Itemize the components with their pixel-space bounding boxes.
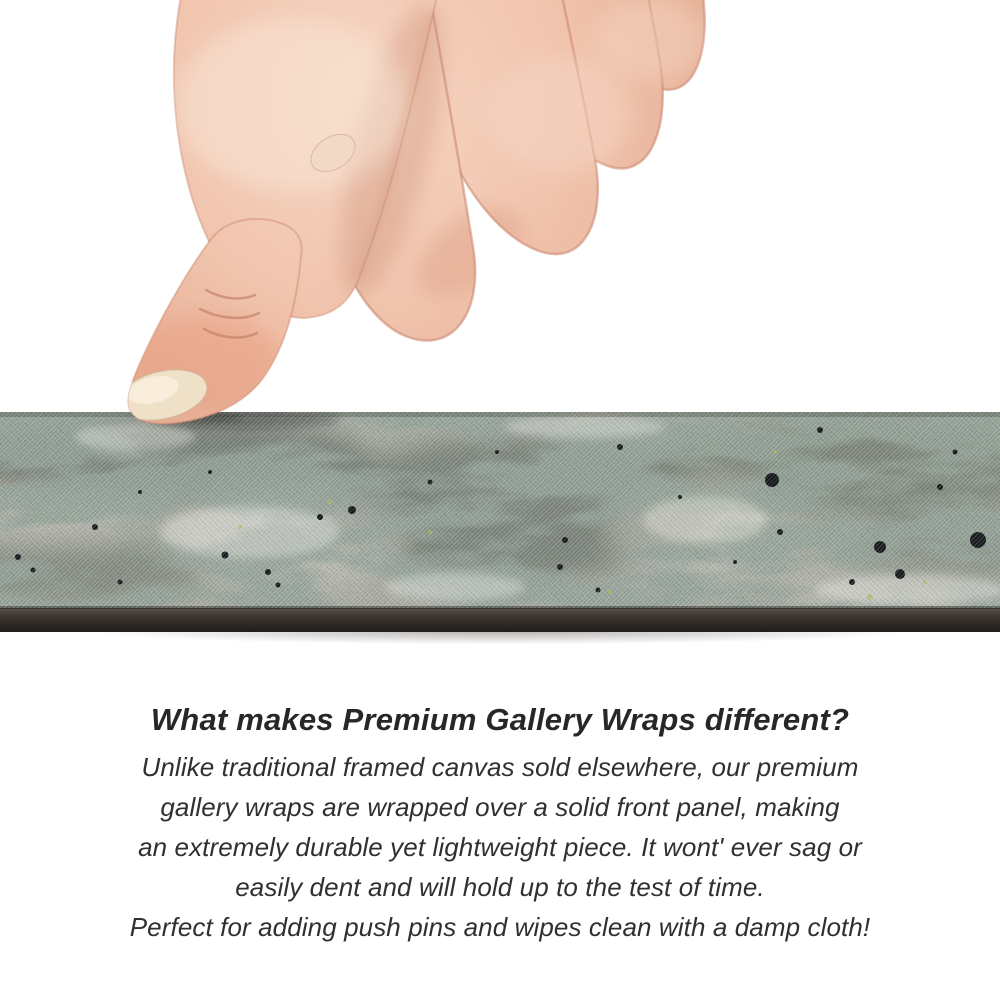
index-finger (296, 0, 475, 341)
palm (174, 0, 437, 318)
strip-ground-shadow (0, 631, 1000, 649)
canvas-strip-texture (0, 412, 1000, 632)
body-line-5: Perfect for adding push pins and wipes clean with a damp cloth! (129, 912, 871, 942)
curled-fingers (296, 0, 705, 341)
canvas-dark-edge (0, 608, 1000, 632)
pinky-finger (598, 0, 705, 90)
body-line-2: gallery wraps are wrapped over a solid front panel, making (160, 792, 840, 822)
thumb-wrinkles (200, 290, 259, 338)
description-block (0, 700, 1000, 947)
canvas-top-edge-shade (0, 412, 1000, 417)
canvas-edge-lip (0, 606, 1000, 609)
hand-shading (114, 0, 705, 429)
palm-finger-crease (356, 10, 432, 278)
body-line-1: Unlike traditional framed canvas sold elsewhere, our premium (141, 752, 859, 782)
body-line-4: easily dent and will hold up to the test of time. (235, 872, 765, 902)
middle-finger (402, 0, 598, 254)
thumb (128, 219, 301, 424)
body-line-3: an extremely durable yet lightweight piece. It wont' ever sag or (138, 832, 862, 862)
index-nail (304, 127, 362, 180)
canvas-strip (0, 412, 1000, 632)
hand-pressing-illustration (0, 0, 1000, 470)
heading: What makes Premium Gallery Wraps different? (150, 702, 850, 737)
ring-finger (506, 0, 663, 168)
